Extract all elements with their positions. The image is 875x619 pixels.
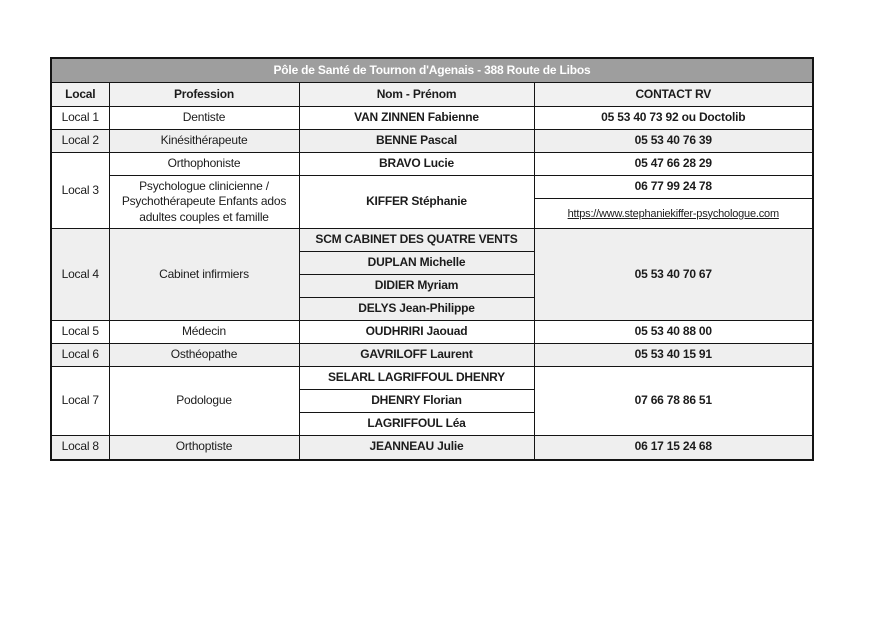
local6-nom: GAVRILOFF Laurent <box>299 344 534 367</box>
local3-ortho-contact: 05 47 66 28 29 <box>534 153 813 176</box>
local4-nom-scm: SCM CABINET DES QUATRE VENTS <box>299 229 534 252</box>
local5-profession: Médecin <box>109 321 299 344</box>
local3-psy-link-cell <box>534 199 813 229</box>
contacts-table <box>50 57 814 461</box>
local3-ortho-profession: Orthophoniste <box>109 153 299 176</box>
row-local-4-scm <box>51 229 813 252</box>
local1-label: Local 1 <box>51 107 109 130</box>
local7-contact: 07 66 78 86 51 <box>534 367 813 436</box>
local7-nom-lagriffoul: LAGRIFFOUL Léa <box>299 413 534 436</box>
local4-label: Local 4 <box>51 229 109 321</box>
local8-contact: 06 17 15 24 68 <box>534 436 813 460</box>
local2-nom: BENNE Pascal <box>299 130 534 153</box>
local3-psy-nom: KIFFER Stéphanie <box>299 176 534 229</box>
header-contact-rv: CONTACT RV <box>534 83 813 107</box>
local7-nom-selarl: SELARL LAGRIFFOUL DHENRY <box>299 367 534 390</box>
header-local: Local <box>51 83 109 107</box>
local1-profession: Dentiste <box>109 107 299 130</box>
header-profession: Profession <box>109 83 299 107</box>
local7-label: Local 7 <box>51 367 109 436</box>
local1-nom: VAN ZINNEN Fabienne <box>299 107 534 130</box>
row-local-3-orthophoniste <box>51 153 813 176</box>
local7-profession: Podologue <box>109 367 299 436</box>
local5-label: Local 5 <box>51 321 109 344</box>
local5-contact: 05 53 40 88 00 <box>534 321 813 344</box>
header-row <box>51 83 813 107</box>
local2-label: Local 2 <box>51 130 109 153</box>
row-local-1 <box>51 107 813 130</box>
title-row <box>51 58 813 83</box>
row-local-7-selarl <box>51 367 813 390</box>
local2-contact: 05 53 40 76 39 <box>534 130 813 153</box>
local3-psy-phone: 06 77 99 24 78 <box>534 176 813 199</box>
local6-profession: Osthéopathe <box>109 344 299 367</box>
local5-nom: OUDHRIRI Jaouad <box>299 321 534 344</box>
row-local-8 <box>51 436 813 460</box>
local3-ortho-nom: BRAVO Lucie <box>299 153 534 176</box>
local4-nom-delys: DELYS Jean-Philippe <box>299 298 534 321</box>
local8-profession: Orthoptiste <box>109 436 299 460</box>
local4-profession: Cabinet infirmiers <box>109 229 299 321</box>
row-local-3-psychologue <box>51 176 813 199</box>
kiffer-website-link[interactable]: https://www.stephaniekiffer-psychologue.com <box>567 207 779 220</box>
local4-nom-duplan: DUPLAN Michelle <box>299 252 534 275</box>
local8-nom: JEANNEAU Julie <box>299 436 534 460</box>
row-local-6 <box>51 344 813 367</box>
local3-label: Local 3 <box>51 153 109 229</box>
row-local-2 <box>51 130 813 153</box>
local8-label: Local 8 <box>51 436 109 460</box>
local2-profession: Kinésithérapeute <box>109 130 299 153</box>
local4-nom-didier: DIDIER Myriam <box>299 275 534 298</box>
row-local-5 <box>51 321 813 344</box>
local6-contact: 05 53 40 15 91 <box>534 344 813 367</box>
local4-contact: 05 53 40 70 67 <box>534 229 813 321</box>
table-title: Pôle de Santé de Tournon d'Agenais - 388 Route de Libos <box>51 58 813 83</box>
local6-label: Local 6 <box>51 344 109 367</box>
header-nom-prenom: Nom - Prénom <box>299 83 534 107</box>
local7-nom-dhenry: DHENRY Florian <box>299 390 534 413</box>
local3-psy-profession: Psychologue clinicienne / Psychothérapeute Enfants ados adultes couples et famille <box>109 176 299 229</box>
local1-contact: 05 53 40 73 92 ou Doctolib <box>534 107 813 130</box>
